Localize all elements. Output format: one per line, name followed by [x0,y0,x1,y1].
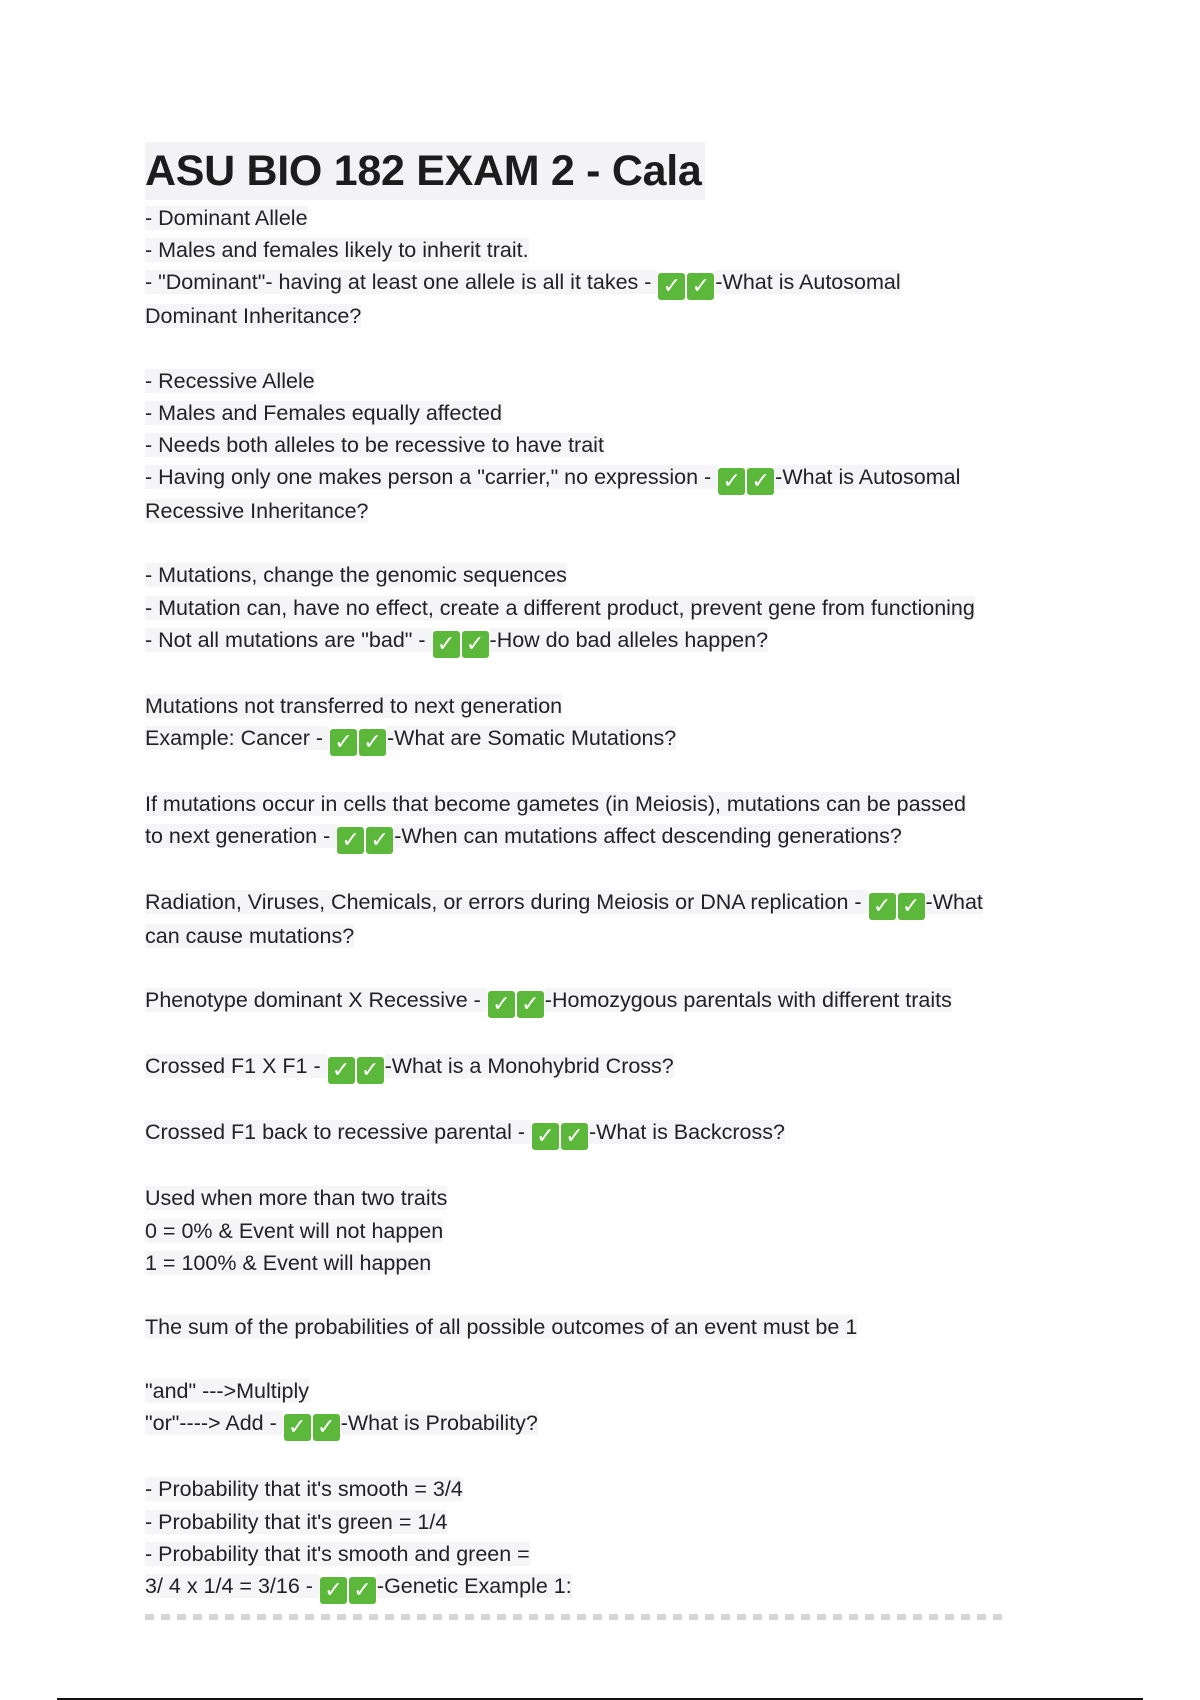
line-text: - Probability that it's smooth and green = [145,1541,530,1566]
line-text: - Mutation can, have no effect, create a different product, prevent gene from functioning [145,595,975,620]
double-check-icon [330,729,386,756]
checkmark-icon: ✓ [284,1414,311,1441]
checkmark-icon: ✓ [517,991,544,1018]
line-text: - Having only one makes person a "carrier," no expression - [145,465,718,490]
double-check-icon [532,1123,588,1150]
answer-text: -What is Backcross? [588,1120,785,1145]
text-line [145,1215,1095,1247]
line-text: Mutations not transferred to next generation [145,693,563,718]
checkmark-icon: ✓ [328,1057,355,1084]
checkmark-icon: ✓ [357,1057,384,1084]
double-check-icon [320,1577,376,1604]
checkmark-icon: ✓ [433,631,460,658]
answer-text: -What are Somatic Mutations? [387,726,677,751]
text-line [145,920,1095,952]
flashcard-block [145,1311,1095,1343]
flashcard-block [145,559,1095,657]
text-line [145,592,1095,624]
checkmark-icon: ✓ [462,631,489,658]
text-line [145,1050,1095,1084]
double-check-icon [869,893,925,920]
line-text: 3/ 4 x 1/4 = 3/16 - [145,1574,319,1599]
checkmark-icon: ✓ [561,1123,588,1150]
text-line [145,429,1095,461]
flashcard-block [145,886,1095,952]
checkmark-icon: ✓ [330,729,357,756]
text-line [145,559,1095,591]
line-text: - Probability that it's smooth = 3/4 [145,1477,463,1502]
line-text: - Probability that it's green = 1/4 [145,1509,448,1534]
answer-text: -What is Probability? [340,1411,538,1436]
text-line [145,1375,1095,1407]
text-line [145,624,1095,658]
text-line [145,1506,1095,1538]
line-text: Dominant Inheritance? [145,304,362,329]
checkmark-icon: ✓ [349,1577,376,1604]
text-line [145,1311,1095,1343]
line-text: 0 = 0% & Event will not happen [145,1218,444,1243]
flashcard-block [145,365,1095,528]
double-check-icon [658,273,714,300]
double-check-icon [284,1414,340,1441]
line-text: Radiation, Viruses, Chemicals, or errors during Meiosis or DNA replication - [145,890,868,915]
page-title: ASU BIO 182 EXAM 2 - Cala [145,142,705,200]
text-line [145,397,1095,429]
text-line [145,820,1095,854]
flashcard-block [145,1182,1095,1279]
flashcard-block [145,984,1095,1018]
text-line [145,1247,1095,1279]
line-text: Example: Cancer - [145,726,330,751]
text-line [145,886,1095,920]
checkmark-icon: ✓ [718,468,745,495]
text-line [145,788,1095,820]
text-line [145,495,1095,527]
text-line [145,690,1095,722]
answer-text: -When can mutations affect descending generations? [394,824,902,849]
flashcard-block [145,690,1095,756]
text-line [145,722,1095,756]
flashcard-block [145,1375,1095,1441]
line-text: "or"----> Add - [145,1411,283,1436]
line-text: - Mutations, change the genomic sequences [145,563,567,588]
text-line [145,1570,1095,1604]
answer-text: -How do bad alleles happen? [489,627,769,652]
text-line [145,300,1095,332]
flashcard-block [145,1473,1095,1604]
line-text: - "Dominant"- having at least one allele is all it takes - [145,270,658,295]
answer-text: -What is Autosomal [775,465,961,490]
text-line [145,266,1095,300]
text-line [145,984,1095,1018]
line-text: - Not all mutations are "bad" - [145,627,432,652]
flashcard-list [145,202,1095,1604]
line-text: - Males and Females equally affected [145,400,502,425]
line-text: Phenotype dominant X Recessive - [145,988,487,1013]
text-line [145,1473,1095,1505]
line-text: - Dominant Allele [145,206,308,230]
checkmark-icon: ✓ [337,827,364,854]
line-text: If mutations occur in cells that become gametes (in Meiosis), mutations can be passed [145,792,966,817]
answer-text: -What [925,890,983,915]
answer-text: -Genetic Example 1: [376,1574,572,1599]
checkmark-icon: ✓ [313,1414,340,1441]
checkmark-icon: ✓ [898,893,925,920]
line-text: Used when more than two traits [145,1186,448,1211]
checkmark-icon: ✓ [658,273,685,300]
text-line [145,1182,1095,1214]
line-text: Crossed F1 X F1 - [145,1054,327,1079]
double-check-icon [337,827,393,854]
text-line [145,234,1095,266]
line-text: - Needs both alleles to be recessive to have trait [145,433,604,458]
cutoff-line [145,1614,1005,1620]
answer-text: -Homozygous parentals with different traits [544,988,952,1013]
line-text: - Recessive Allele [145,368,315,393]
line-text: "and" --->Multiply [145,1379,310,1404]
answer-text: -What is Autosomal [715,270,901,295]
line-text: The sum of the probabilities of all possible outcomes of an event must be 1 [145,1315,858,1340]
checkmark-icon: ✓ [687,273,714,300]
line-text: can cause mutations? [145,924,355,949]
checkmark-icon: ✓ [359,729,386,756]
text-line [145,1407,1095,1441]
flashcard-block [145,788,1095,854]
double-check-icon [328,1057,384,1084]
line-text: 1 = 100% & Event will happen [145,1250,432,1275]
double-check-icon [433,631,489,658]
text-line [145,365,1095,397]
line-text: - Males and females likely to inherit trait. [145,238,529,263]
line-text: Recessive Inheritance? [145,499,369,524]
checkmark-icon: ✓ [320,1577,347,1604]
text-line [145,1538,1095,1570]
flashcard-block [145,1116,1095,1150]
line-text: Crossed F1 back to recessive parental - [145,1120,531,1145]
text-line [145,461,1095,495]
double-check-icon [488,991,544,1018]
checkmark-icon: ✓ [869,893,896,920]
answer-text: -What is a Monohybrid Cross? [384,1054,674,1079]
flashcard-block [145,202,1095,333]
line-text: to next generation - [145,824,337,849]
text-line [145,202,1095,234]
checkmark-icon: ✓ [488,991,515,1018]
document-page [145,142,1095,1620]
checkmark-icon: ✓ [366,827,393,854]
text-line [145,1116,1095,1150]
checkmark-icon: ✓ [532,1123,559,1150]
double-check-icon [718,468,774,495]
flashcard-block [145,1050,1095,1084]
checkmark-icon: ✓ [747,468,774,495]
